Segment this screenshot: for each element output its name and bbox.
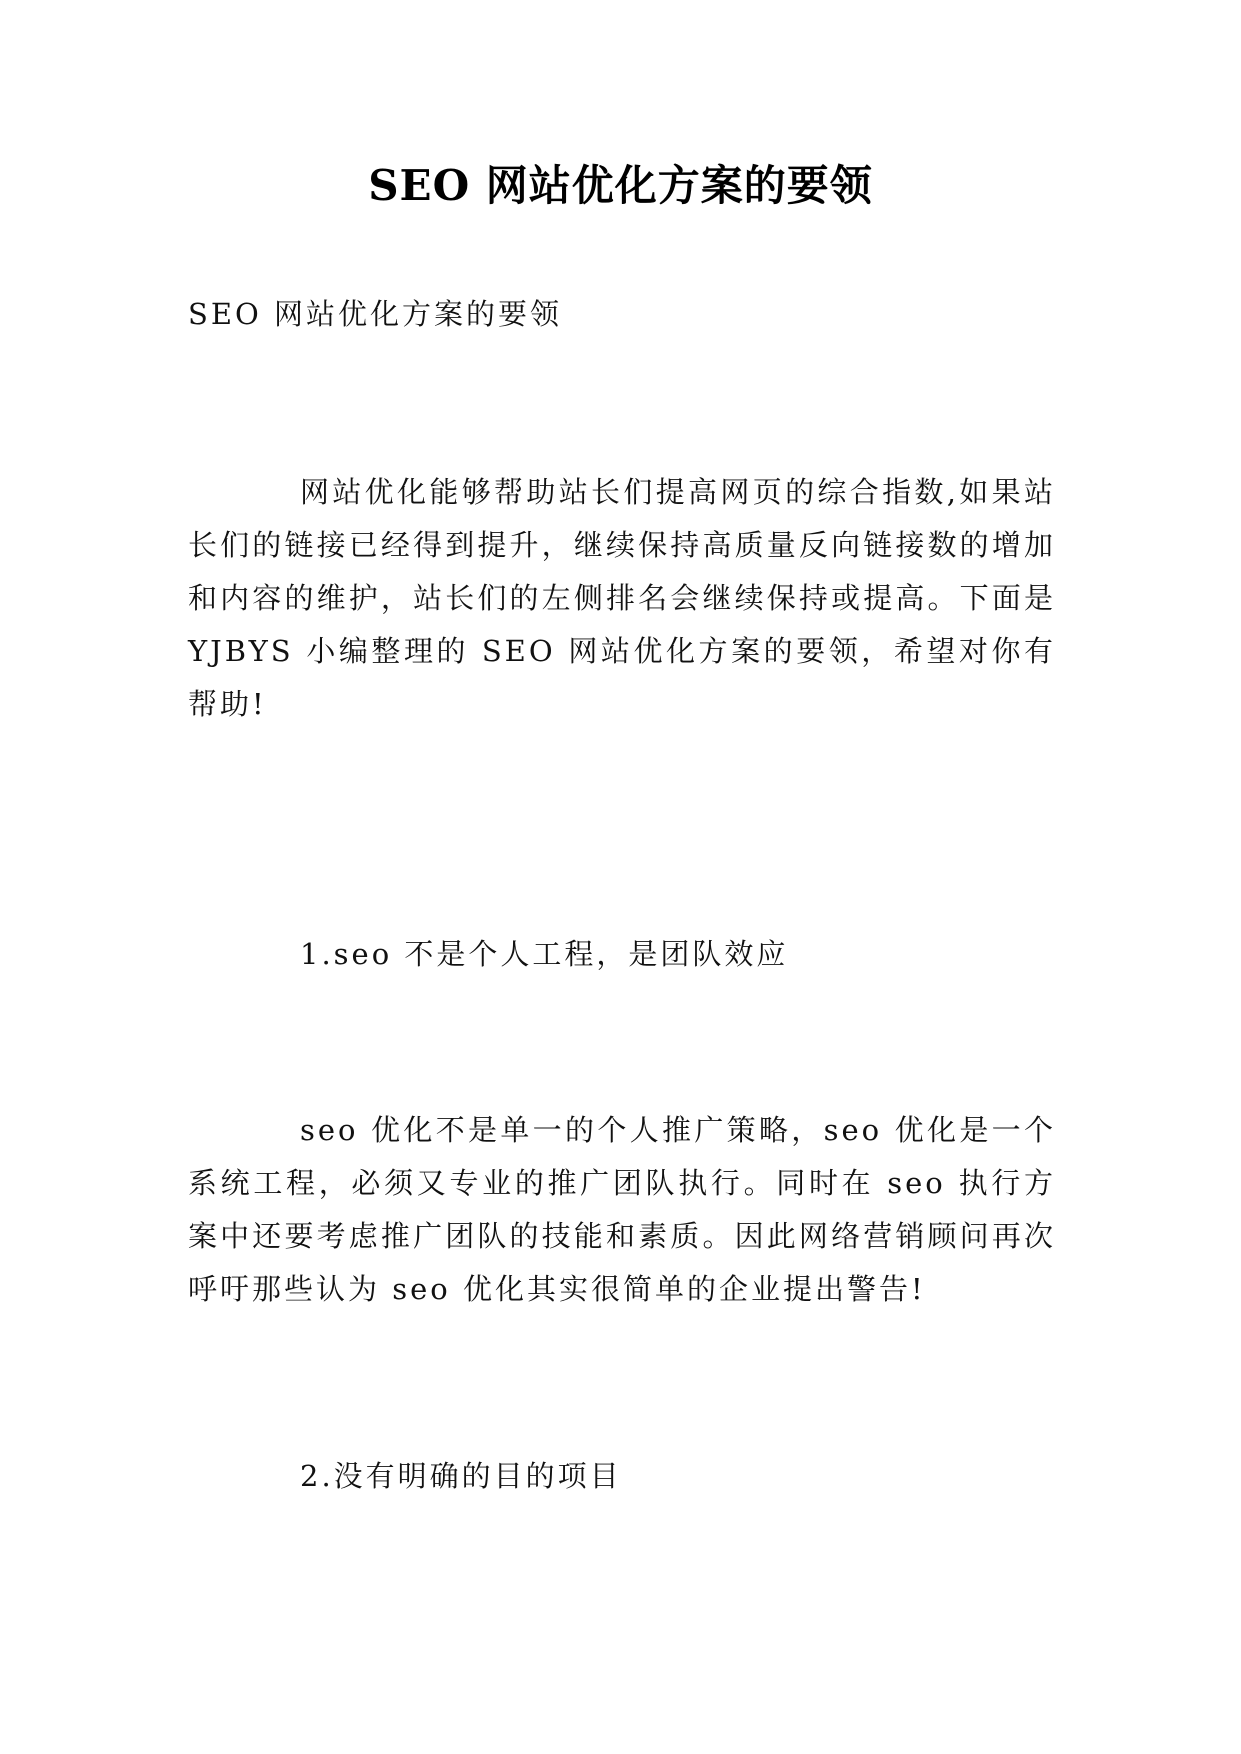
- document-title: SEO 网站优化方案的要领: [368, 161, 873, 210]
- section-heading-1: 1.seo 不是个人工程，是团队效应: [300, 937, 789, 971]
- section-heading-2: 2.没有明确的目的项目: [300, 1459, 622, 1493]
- intro-paragraph: 网站优化能够帮助站长们提高网页的综合指数,如果站长们的链接已经得到提升，继续保持高质量反向链接数的增加和内容的维护，站长们的左侧排名会继续保持或提高。下面是 YJBYS 小编整理的 SEO 网站优化方案的要领，希望对你有帮助!: [188, 475, 1056, 721]
- section-1-paragraph: seo 优化不是单一的个人推广策略，seo 优化是一个系统工程，必须又专业的推广团队执行。同时在 seo 执行方案中还要考虑推广团队的技能和素质。因此网络营销顾问再次呼吁那些认为 seo 优化其实很简单的企业提出警告!: [188, 1113, 1056, 1306]
- document-subtitle: SEO 网站优化方案的要领: [188, 297, 563, 331]
